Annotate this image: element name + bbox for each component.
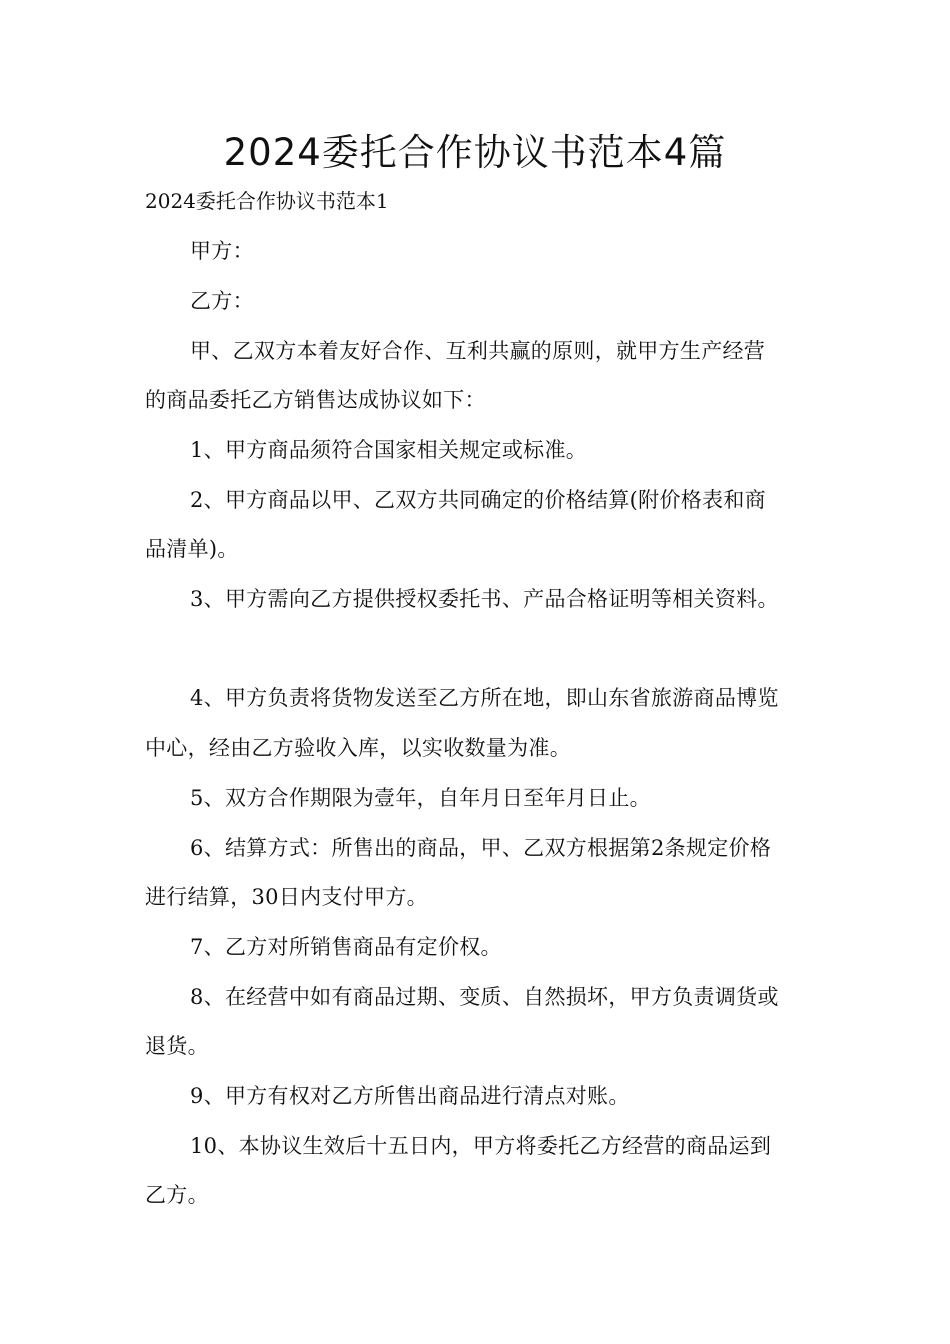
clause-line: 4、甲方负责将货物发送至乙方所在地，即山东省旅游商品博览 xyxy=(190,686,779,710)
clause-line: 6、结算方式：所售出的商品，甲、乙双方根据第2条规定价格 xyxy=(190,836,772,860)
clause-line: 进行结算，30日内支付甲方。 xyxy=(145,885,428,909)
party-a-line: 甲方： xyxy=(190,239,254,263)
clause-line: 8、在经营中如有商品过期、变质、自然损坏，甲方负责调货或 xyxy=(190,985,779,1009)
clause-line: 品清单)。 xyxy=(145,537,239,561)
clause-line: 3、甲方需向乙方提供授权委托书、产品合格证明等相关资料。 xyxy=(190,587,779,611)
document-title: 2024委托合作协议书范本4篇 xyxy=(223,131,727,174)
paragraph-line: 的商品委托乙方销售达成协议如下： xyxy=(145,388,486,412)
clause-line: 中心，经由乙方验收入库，以实收数量为准。 xyxy=(145,736,571,760)
clause-line: 10、本协议生效后十五日内，甲方将委托乙方经营的商品运到 xyxy=(190,1134,772,1158)
document-subtitle: 2024委托合作协议书范本1 xyxy=(145,189,389,213)
party-b-line: 乙方： xyxy=(190,289,254,313)
clause-line: 乙方。 xyxy=(145,1183,209,1207)
paragraph-line: 甲、乙双方本着友好合作、互利共赢的原则，就甲方生产经营 xyxy=(190,339,766,363)
clause-line: 5、双方合作期限为壹年，自年月日至年月日止。 xyxy=(190,786,651,810)
clause-line: 2、甲方商品以甲、乙双方共同确定的价格结算(附价格表和商 xyxy=(190,488,766,512)
clause-line: 9、甲方有权对乙方所售出商品进行清点对账。 xyxy=(190,1084,630,1108)
clause-line: 1、甲方商品须符合国家相关规定或标准。 xyxy=(190,438,588,462)
clause-line: 7、乙方对所销售商品有定价权。 xyxy=(190,935,502,959)
clause-line: 退货。 xyxy=(145,1034,209,1058)
